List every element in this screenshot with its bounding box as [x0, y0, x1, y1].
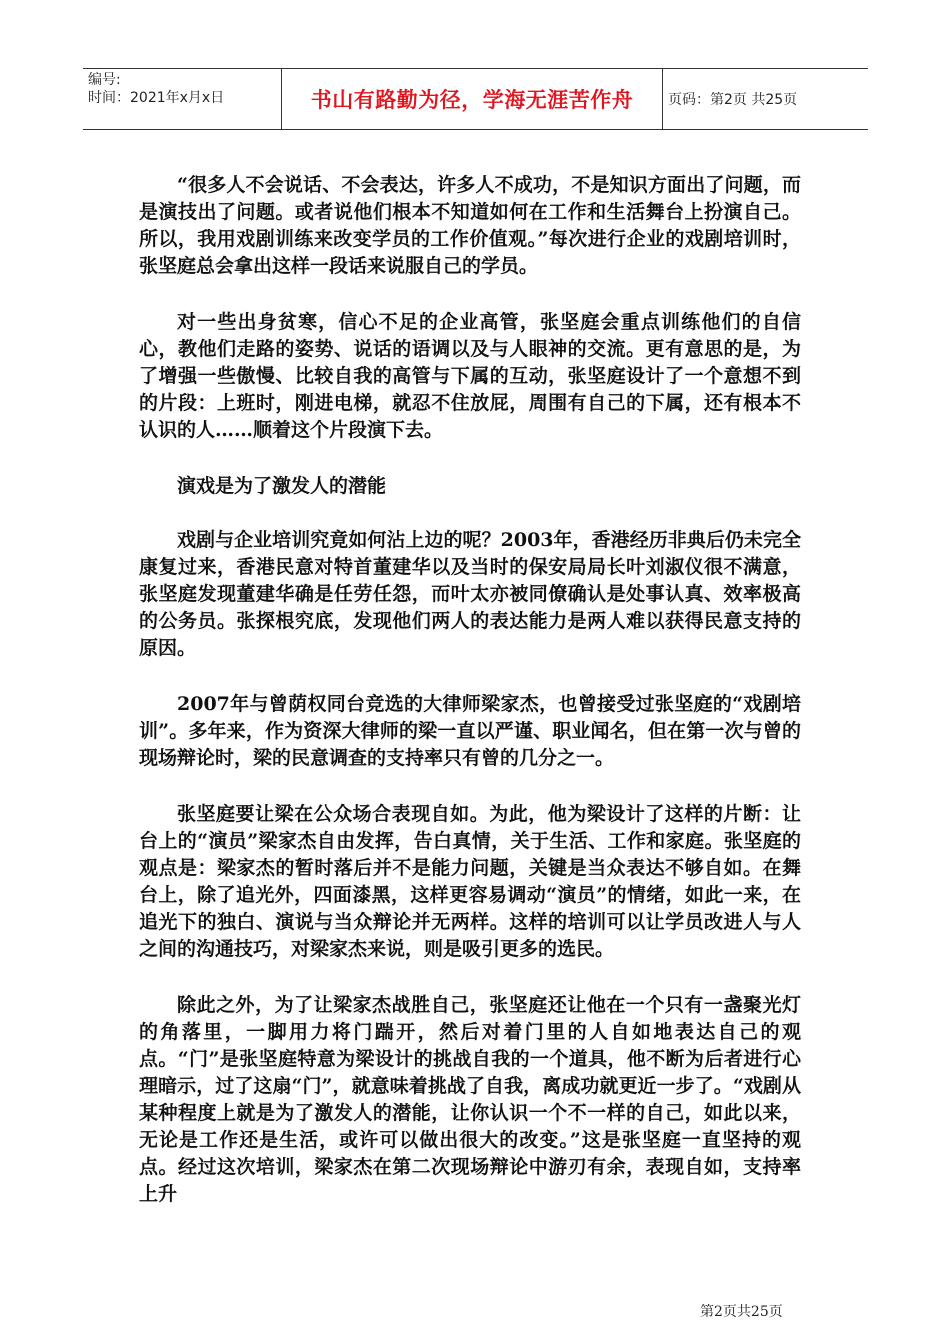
paragraph: 2007年与曾荫权同台竞选的大律师梁家杰，也曾接受过张坚庭的“戏剧培训”。多年来，作为资深大律师的梁一直以严谨、职业闻名，但在第一次与曾的现场辩论时，梁的民意调查的支持率只有曾的几分之一。 — [139, 693, 801, 769]
paragraph: 对一些出身贫寒，信心不足的企业高管，张坚庭会重点训练他们的自信心，教他们走路的姿势、说话的语调以及与人眼神的交流。更有意思的是，为了增强一些傲慢、比较自我的高管与下属的互动，张坚庭设计了一个意想不到的片段：上班时，刚进电梯，就忍不住放屁，周围有自己的下属，还有根本不认识的人……顺着这个片段演下去。 — [139, 311, 801, 441]
header-motto-cell — [281, 69, 663, 129]
code-label: 编号: — [88, 72, 121, 88]
section-heading: 演戏是为了激发人的潜能 — [177, 475, 387, 497]
motto-text: 书山有路勤为径，学海无涯苦作舟 — [310, 88, 634, 112]
header-page-cell — [662, 69, 868, 129]
page-info: 页码：第2页 共25页 — [668, 92, 798, 108]
paragraph: 戏剧与企业培训究竟如何沾上边的呢？2003年，香港经历非典后仍未完全康复过来，香港民意对特首董建华以及当时的保安局局长叶刘淑仪很不满意，张坚庭发现董建华确是任劳任怨，而叶太亦被同僚确认是处事认真、效率极高的公务员。张探根究底，发现他们两人的表达能力是两人难以获得民意支持的原因。 — [139, 529, 801, 659]
paragraph: 张坚庭要让梁在公众场合表现自如。为此，他为梁设计了这样的片断：让台上的“演员”梁家杰自由发挥，告白真情，关于生活、工作和家庭。张坚庭的观点是：梁家杰的暂时落后并不是能力问题，关键是当众表达不够自如。在舞台上，除了追光外，四面漆黑，这样更容易调动“演员”的情绪，如此一来，在追光下的独白、演说与当众辩论并无两样。这样的培训可以让学员改进人与人之间的沟通技巧，对梁家杰来说，则是吸引更多的选民。 — [139, 803, 801, 960]
paragraph: 除此之外，为了让梁家杰战胜自己，张坚庭还让他在一个只有一盏聚光灯的角落里，一脚用力将门踹开，然后对着门里的人自如地表达自己的观点。“门”是张坚庭特意为梁设计的挑战自我的一个道具，他不断为后者进行心理暗示，过了这扇“门”，就意味着挑战了自我，离成功就更近一步了。“戏剧从某种程度上就是为了激发人的潜能，让你认识一个不一样的自己，如此以来，无论是工作还是生活，或许可以做出很大的改变。”这是张坚庭一直坚持的观点。经过这次培训，梁家杰在第二次现场辩论中游刃有余，表现自如，支持率上升 — [139, 994, 801, 1205]
page-header — [83, 68, 868, 130]
page-footer: 第2页共25页 — [700, 1304, 783, 1320]
header-meta — [83, 69, 281, 129]
paragraph: “很多人不会说话、不会表达，许多人不成功，不是知识方面出了问题，而是演技出了问题。或者说他们根本不知道如何在工作和生活舞台上扮演自己。所以，我用戏剧训练来改变学员的工作价值观。”每次进行企业的戏剧培训时，张坚庭总会拿出这样一段话来说服自己的学员。 — [139, 174, 801, 277]
time-label: 时间：2021年x月x日 — [88, 90, 225, 106]
document-body — [139, 172, 801, 1237]
